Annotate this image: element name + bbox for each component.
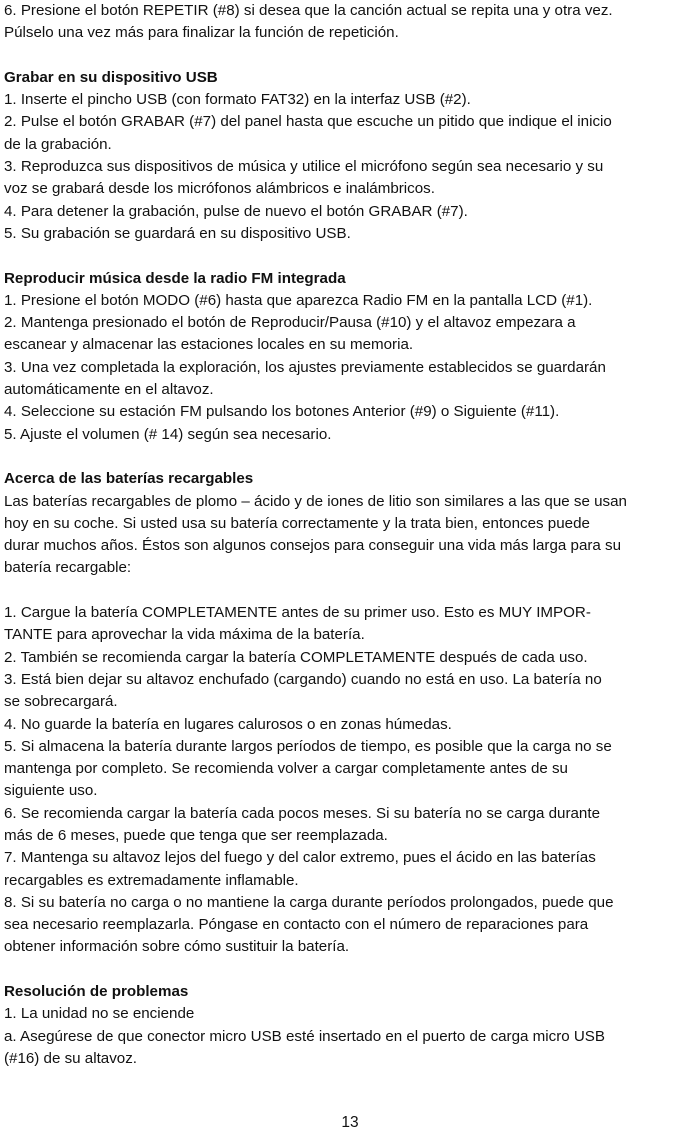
list-item: 5. Ajuste el volumen (# 14) según sea necesario. bbox=[4, 425, 332, 443]
list-item-continuation: mantenga por completo. Se recomienda volver a cargar completamente antes de su bbox=[4, 760, 568, 778]
list-item: 8. Si su batería no carga o no mantiene la carga durante períodos prolongados, puede que bbox=[4, 893, 614, 911]
list-item-continuation: recargables es extremadamente inflamable. bbox=[4, 871, 299, 889]
list-item-continuation: sea necesario reemplazarla. Póngase en contacto con el número de reparaciones para bbox=[4, 916, 589, 934]
fm-radio-section bbox=[4, 268, 698, 446]
paragraph-line: Las baterías recargables de plomo – ácido y de iones de litio son similares a las que se usan bbox=[4, 492, 627, 510]
list-item-continuation: (#16) de su altavoz. bbox=[4, 1049, 138, 1067]
list-item-continuation: se sobrecargará. bbox=[4, 693, 118, 711]
list-item-continuation: de la grabación. bbox=[4, 135, 112, 153]
troubleshooting-section bbox=[4, 981, 698, 1070]
section-heading: Grabar en su dispositivo USB bbox=[4, 68, 218, 86]
usb-recording-section bbox=[4, 67, 698, 245]
list-item: 6. Se recomienda cargar la batería cada pocos meses. Si su batería no se carga durante bbox=[4, 804, 600, 822]
spacer bbox=[4, 245, 698, 267]
paragraph-line: batería recargable: bbox=[4, 559, 132, 577]
text-line: Púlselo una vez más para finalizar la función de repetición. bbox=[4, 24, 399, 42]
list-item: a. Asegúrese de que conector micro USB esté insertado en el puerto de carga micro USB bbox=[4, 1027, 606, 1045]
list-item-continuation: obtener información sobre cómo sustituir la batería. bbox=[4, 938, 350, 956]
list-item-continuation: más de 6 meses, puede que tenga que ser reemplazada. bbox=[4, 826, 388, 844]
repeat-instructions bbox=[4, 0, 698, 45]
text-line: 6. Presione el botón REPETIR (#8) si desea que la canción actual se repita una y otra vez. bbox=[4, 2, 613, 19]
list-item-continuation: automáticamente en el altavoz. bbox=[4, 381, 214, 399]
spacer bbox=[4, 45, 698, 67]
list-item-continuation: escanear y almacenar las estaciones locales en su memoria. bbox=[4, 336, 414, 354]
list-item-continuation: voz se grabará desde los micrófonos alámbricos e inalámbricos. bbox=[4, 180, 435, 198]
list-item: 2. También se recomienda cargar la batería COMPLETAMENTE después de cada uso. bbox=[4, 648, 588, 666]
list-item: 7. Mantenga su altavoz lejos del fuego y del calor extremo, pues el ácido en las baterías bbox=[4, 849, 596, 867]
battery-section bbox=[4, 468, 698, 959]
section-heading: Reproducir música desde la radio FM integrada bbox=[4, 269, 346, 287]
list-item: 3. Reproduzca sus dispositivos de música y utilice el micrófono según sea necesario y su bbox=[4, 158, 604, 176]
spacer bbox=[4, 959, 698, 981]
list-item: 5. Si almacena la batería durante largos períodos de tiempo, es posible que la carga no se bbox=[4, 737, 612, 755]
list-item: 2. Pulse el botón GRABAR (#7) del panel hasta que escuche un pitido que indique el inicio bbox=[4, 113, 612, 131]
list-item: 1. La unidad no se enciende bbox=[4, 1005, 195, 1023]
list-item: 1. Presione el botón MODO (#6) hasta que aparezca Radio FM en la pantalla LCD (#1). bbox=[4, 291, 593, 309]
list-item: 3. Una vez completada la exploración, los ajustes previamente establecidos se guardarán bbox=[4, 358, 606, 376]
list-item: 3. Está bien dejar su altavoz enchufado (cargando) cuando no está en uso. La batería no bbox=[4, 670, 602, 688]
section-heading: Resolución de problemas bbox=[4, 983, 189, 1001]
list-item-continuation: TANTE para aprovechar la vida máxima de la batería. bbox=[4, 626, 365, 644]
list-item-continuation: siguiente uso. bbox=[4, 782, 98, 800]
section-heading: Acerca de las baterías recargables bbox=[4, 470, 254, 488]
page-number: 13 bbox=[341, 1114, 359, 1131]
list-item: 4. Seleccione su estación FM pulsando los botones Anterior (#9) o Siguiente (#11). bbox=[4, 403, 560, 421]
list-item: 4. Para detener la grabación, pulse de nuevo el botón GRABAR (#7). bbox=[4, 202, 468, 220]
list-item: 2. Mantenga presionado el botón de Reproducir/Pausa (#10) y el altavoz empezara a bbox=[4, 314, 576, 332]
paragraph-line: durar muchos años. Éstos son algunos consejos para conseguir una vida más larga para su bbox=[4, 537, 622, 555]
list-item: 5. Su grabación se guardará en su dispositivo USB. bbox=[4, 224, 351, 242]
list-item: 4. No guarde la batería en lugares calurosos o en zonas húmedas. bbox=[4, 715, 452, 733]
list-item: 1. Cargue la batería COMPLETAMENTE antes de su primer uso. Esto es MUY IMPOR- bbox=[4, 604, 591, 622]
paragraph-line: hoy en su coche. Si usted usa su batería correctamente y la trata bien, entonces puede bbox=[4, 514, 590, 532]
list-item: 1. Inserte el pincho USB (con formato FAT32) en la interfaz USB (#2). bbox=[4, 91, 471, 109]
spacer bbox=[4, 580, 698, 602]
spacer bbox=[4, 446, 698, 468]
manual-page bbox=[4, 0, 698, 1070]
